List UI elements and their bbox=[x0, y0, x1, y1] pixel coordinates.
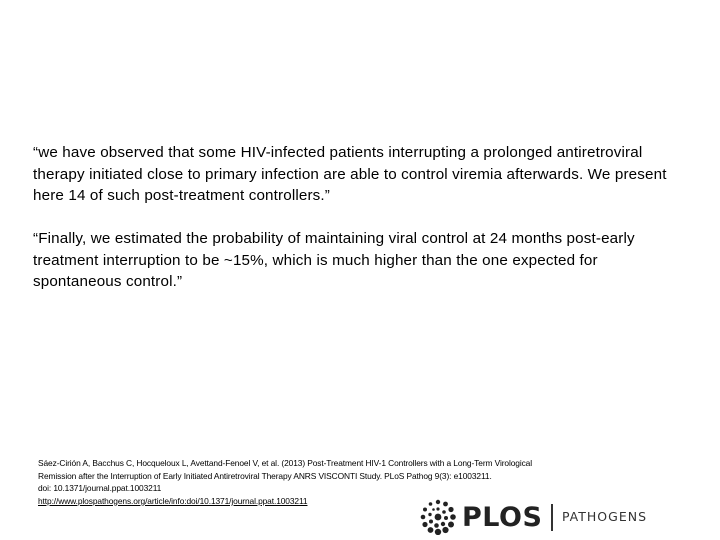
plos-circular-dots-icon bbox=[420, 499, 456, 535]
logo-divider bbox=[551, 504, 553, 531]
logo-journal-text: PATHOGENS bbox=[561, 508, 647, 524]
citation-line-2: Remission after the Interruption of Early Initiated Antiretroviral Therapy ANRS VISCONTI Study. PLoS Pathog 9(3): e1003211. bbox=[38, 470, 492, 481]
citation-doi: doi: 10.1371/journal.ppat.1003211 bbox=[38, 483, 162, 494]
plos-pathogens-logo bbox=[420, 498, 660, 536]
citation-link[interactable]: http://www.plospathogens.org/article/info:doi/10.1371/journal.ppat.1003211 bbox=[38, 495, 308, 506]
quote-observation: “we have observed that some HIV-infected patients interrupting a prolonged antiretroviral therapy initiated close to primary infection are able to control viremia afterwards. We present here 14 of such post-treatment controllers.” bbox=[33, 144, 667, 204]
quote-probability: “Finally, we estimated the probability of maintaining viral control at 24 months post-early treatment interruption to be ~15%, which is much higher than the one expected for spontaneous control.” bbox=[33, 230, 635, 290]
citation-line-1: Sáez-Cirión A, Bacchus C, Hocqueloux L, Avettand-Fenoel V, et al. (2013) Post-Treatment HIV-1 Controllers with a Long-Term Virological bbox=[38, 458, 532, 468]
logo-plos-text: PLOS bbox=[462, 501, 543, 533]
